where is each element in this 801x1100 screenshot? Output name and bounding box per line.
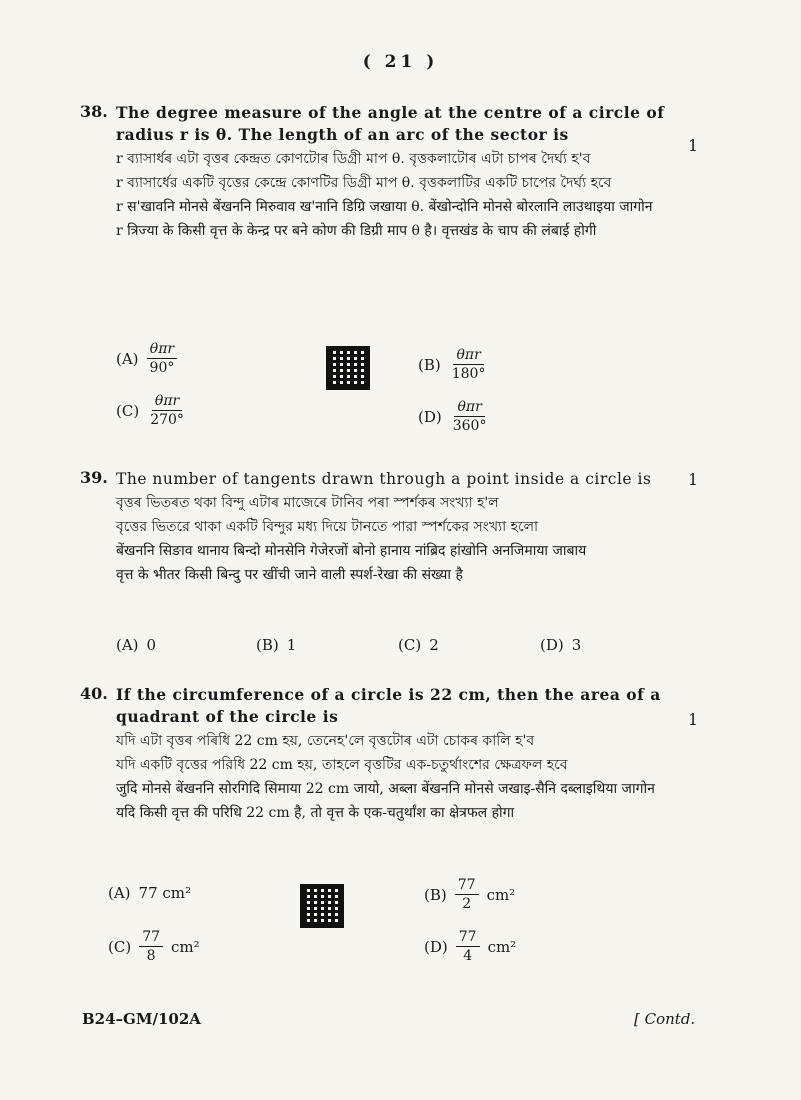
qr-code-icon <box>300 884 344 928</box>
question-text-assamese: যদি এটা বৃত্তৰ পৰিধি 22 cm হয়, তেনেহ'লে বৃত্তটোৰ এটা চোকৰ কালি হ'ব <box>116 733 535 749</box>
question-text-hindi: r त्रिज्या के किसी वृत्त के केन्द्र पर बने कोण की डिग्री माप θ है। वृत्तखंड के चाप की लंबाई होगी <box>116 223 597 239</box>
numerator: θπr <box>147 340 177 359</box>
question-text-en-line1: The degree measure of the angle at the centre of a circle of <box>116 103 665 122</box>
option-b <box>424 876 515 913</box>
question-38 <box>80 102 700 242</box>
option-label: (A) <box>108 884 131 902</box>
option-unit: cm² <box>486 885 516 904</box>
option-label: (A) <box>116 636 139 654</box>
option-b <box>418 346 488 383</box>
option-a <box>108 884 191 902</box>
question-number: 39. <box>80 468 108 487</box>
question-39 <box>80 468 700 586</box>
denominator: 2 <box>462 896 472 912</box>
question-number: 40. <box>80 684 108 703</box>
question-text-en-line1: If the circumference of a circle is 22 cm, then the area of a <box>116 685 661 704</box>
option-b <box>256 636 296 654</box>
question-38-marks: 1 <box>688 136 699 155</box>
denominator: 4 <box>463 948 473 964</box>
option-fraction <box>147 392 187 429</box>
denominator: 270° <box>150 412 184 428</box>
option-label: (C) <box>116 401 140 420</box>
option-value: 3 <box>571 636 582 654</box>
question-text-assamese: r ব্যাসাৰ্ধৰ এটা বৃত্তৰ কেন্দ্ৰত কোণটোৰ ডিগ্ৰী মাপ θ. বৃত্তকলাটোৰ এটা চাপৰ দৈৰ্ঘ্য হ'ব <box>116 151 591 167</box>
option-label: (B) <box>424 885 447 904</box>
question-text-hindi: वृत्त के भीतर किसी बिन्दु पर खींची जाने वाली स्पर्श-रेखा की संख्या है <box>116 567 463 583</box>
question-text-bodo: r स'खावनि मोनसे बेंखननि मिरुवाव ख'नानि डिग्रि जखाया θ. बेंखोन्दोनि मोनसे बोरलानि लाउथाइया जागोन <box>116 199 653 215</box>
option-fraction <box>139 928 163 965</box>
option-label: (D) <box>424 937 448 956</box>
page-number: ( 21 ) <box>362 52 439 72</box>
option-label: (C) <box>398 636 422 654</box>
option-label: (C) <box>108 937 132 956</box>
numerator: 77 <box>139 928 163 947</box>
question-text-en-line2: quadrant of the circle is <box>116 707 339 726</box>
paper-code: B24–GM/102A <box>82 1010 201 1028</box>
question-number: 38. <box>80 102 108 121</box>
option-fraction <box>455 876 479 913</box>
numerator: θπr <box>152 392 182 411</box>
qr-code-icon <box>326 346 370 390</box>
numerator: 77 <box>456 928 480 947</box>
option-a <box>116 636 156 654</box>
option-d <box>418 398 489 435</box>
question-text-bengali: যদি একটি বৃত্তের পরিধি 22 cm হয়, তাহলে বৃত্তটির এক-চতুর্থাংশের ক্ষেত্রফল হবে <box>116 757 568 773</box>
question-text-bengali: r ব্যাসার্ধের একটি বৃত্তের কেন্দ্রে কোণটির ডিগ্রী মাপ θ. বৃত্তকলাটির একটি চাপের দৈর্ঘ্য হবে <box>116 175 612 191</box>
question-text-bengali: বৃত্তের ভিতরে থাকা একটি বিন্দুর মধ্য দিয়ে টানতে পারা স্পর্শকের সংখ্যা হলো <box>116 519 539 535</box>
denominator: 180° <box>451 366 486 382</box>
option-c <box>398 636 439 654</box>
denominator: 360° <box>452 418 487 434</box>
option-unit: cm² <box>487 937 517 956</box>
question-40-marks: 1 <box>688 710 699 729</box>
question-text-hindi: यदि किसी वृत्त की परिधि 22 cm है, तो वृत्त के एक-चतुर्थांश का क्षेत्रफल होगा <box>116 805 515 821</box>
question-40 <box>80 684 700 824</box>
option-label: (D) <box>418 407 442 426</box>
option-fraction <box>449 346 489 383</box>
option-value: 77 cm² <box>138 884 192 902</box>
option-value: 0 <box>146 636 157 654</box>
option-value: 2 <box>429 636 439 654</box>
numerator: θπr <box>453 346 483 365</box>
question-text-en-line2: radius r is θ. The length of an arc of the sector is <box>116 125 569 144</box>
option-label: (B) <box>418 355 441 374</box>
denominator: 8 <box>146 948 156 964</box>
denominator: 90° <box>149 360 175 376</box>
question-text-assamese: বৃত্তৰ ভিতৰত থকা বিন্দু এটাৰ মাজেৰে টানিব পৰা স্পৰ্শকৰ সংখ্যা হ'ল <box>116 495 499 511</box>
option-fraction <box>456 928 480 965</box>
option-value: 1 <box>286 636 297 654</box>
option-label: (A) <box>116 349 139 368</box>
option-label: (B) <box>256 636 279 654</box>
option-a <box>116 340 177 377</box>
option-d <box>424 928 516 965</box>
option-d <box>540 636 581 654</box>
question-text-bodo: जुदि मोनसे बेंखननि सोरगिदि सिमाया 22 cm जायो, अब्ला बेंखननि मोनसे जखाइ-सैनि दब्लाइथिया जागोन <box>116 781 655 797</box>
question-39-marks: 1 <box>688 470 699 489</box>
option-c <box>116 392 187 429</box>
question-text-en: The number of tangents drawn through a point inside a circle is <box>116 470 652 488</box>
question-text-bodo: बेंखननि सिङाव थानाय बिन्दो मोनसेनि गेजेरजों बोनो हानाय नांब्रिद हांखोनि अनजिमाया जाबाय <box>116 543 587 559</box>
option-fraction <box>450 398 490 435</box>
numerator: 77 <box>455 876 479 895</box>
numerator: θπr <box>454 398 484 417</box>
continued-label: [ Contd. <box>634 1010 696 1028</box>
option-label: (D) <box>540 636 564 654</box>
option-c <box>108 928 200 965</box>
option-unit: cm² <box>171 937 200 956</box>
option-fraction <box>147 340 178 377</box>
